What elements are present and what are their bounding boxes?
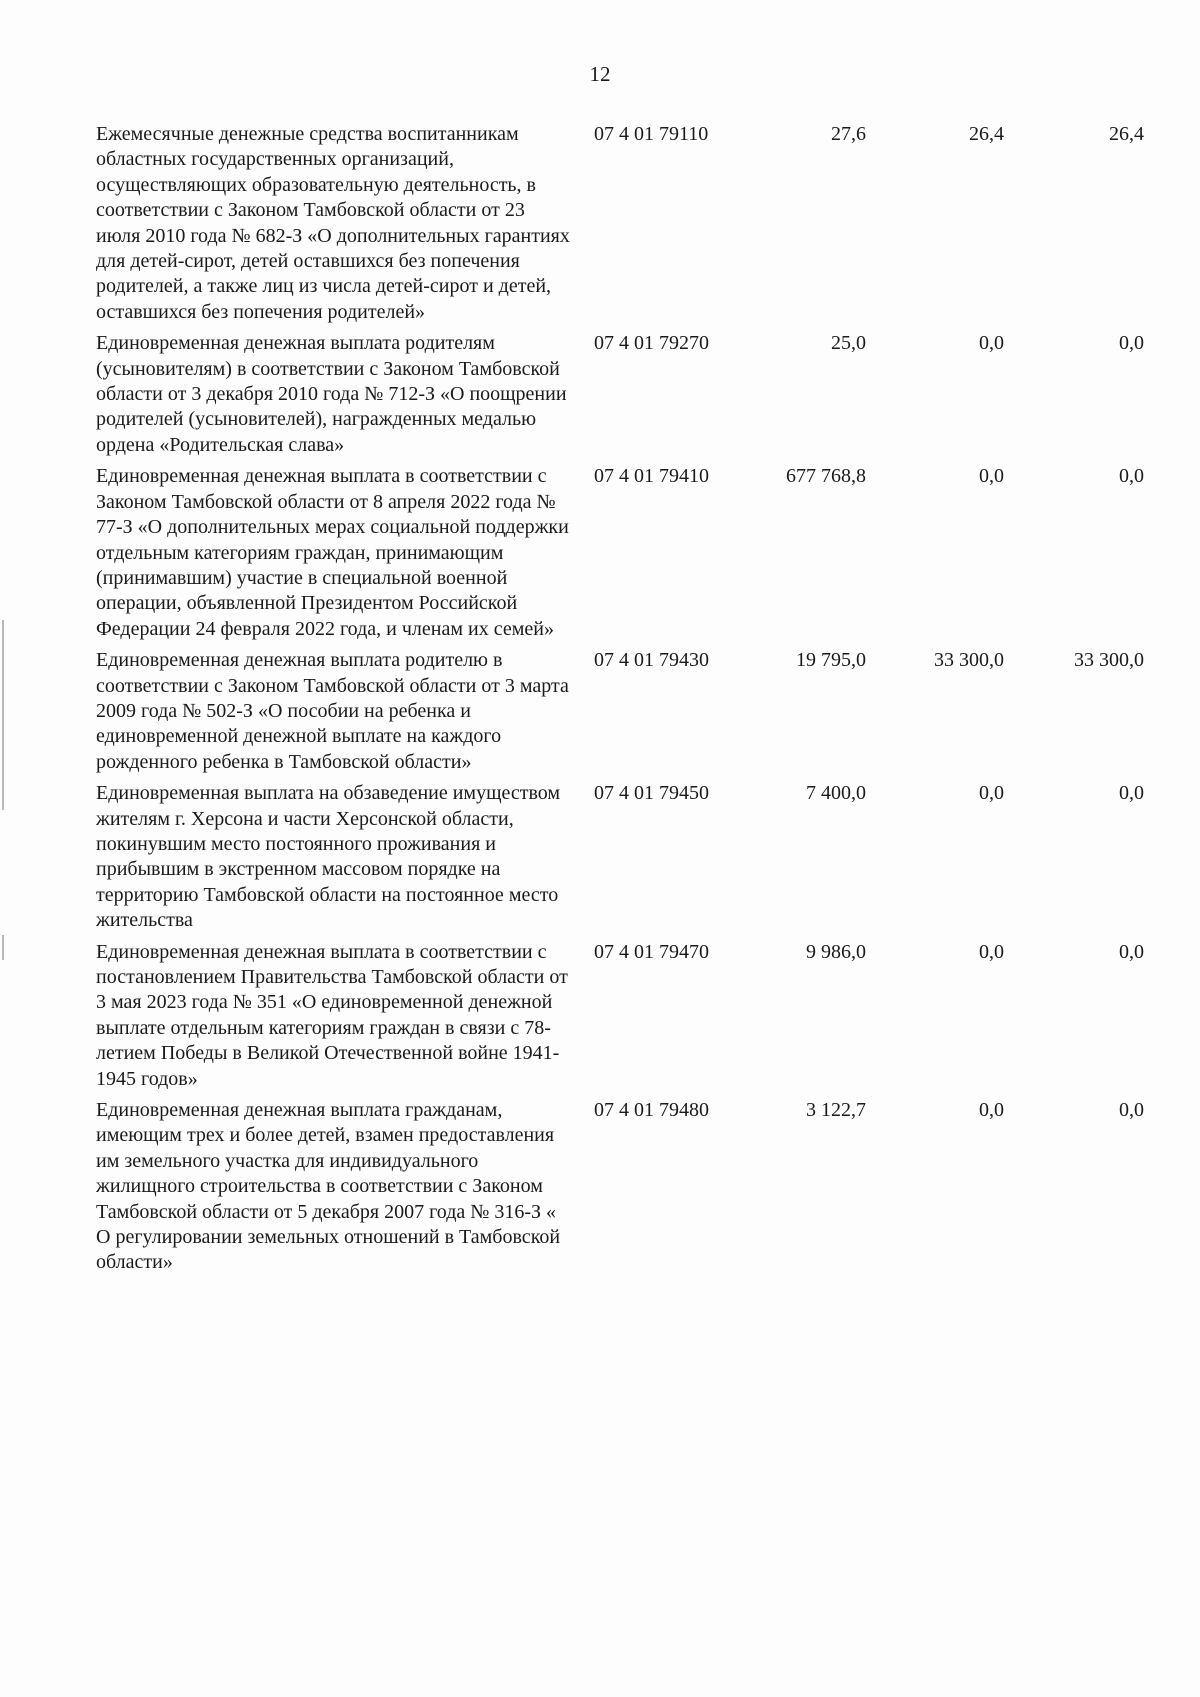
table-row (96, 331, 1176, 458)
table-row (96, 781, 1176, 933)
budget-table (96, 122, 1176, 1280)
row-value-1: 677 768,8 (786, 465, 866, 488)
row-value-3: 0,0 (1119, 332, 1144, 355)
row-code: 07 4 01 79410 (594, 465, 709, 488)
row-value-2: 33 300,0 (934, 649, 1004, 672)
row-code: 07 4 01 79480 (594, 1099, 709, 1122)
row-value-3: 0,0 (1119, 1099, 1144, 1122)
row-description: Ежемесячные денежные средства воспитанникам областных государственных организаций, осуществляющих образовательную деятельность, в соответствии с Законом Тамбовской области от 23 июля 2010 года № 682-З «О дополнительных гарантиях для детей-сирот, детей оставшихся без попечения родителей, а также лиц из числа детей-сирот и детей, оставшихся без попечения родителей» (96, 123, 570, 323)
row-value-2: 0,0 (979, 782, 1004, 805)
row-value-2: 26,4 (969, 123, 1004, 145)
row-description: Единовременная денежная выплата гражданам, имеющим трех и более детей, взамен предоставления им земельного участка для индивидуального жилищного строительства в соответствии с Законом Тамбовской области от 5 декабря 2007 года № 316-З « О регулировании земельных отношений в Тамбовской области» (96, 1099, 561, 1274)
row-value-3: 33 300,0 (1074, 649, 1144, 672)
row-value-3: 0,0 (1119, 465, 1144, 488)
row-value-1: 19 795,0 (796, 649, 866, 672)
row-value-2: 0,0 (979, 940, 1004, 963)
table-row (96, 940, 1176, 1092)
row-value-1: 27,6 (831, 123, 866, 145)
row-value-1: 25,0 (831, 332, 866, 355)
scan-artifact (2, 620, 4, 810)
row-description: Единовременная выплата на обзаведение имуществом жителям г. Херсона и части Херсонской области, покинувшим место постоянного проживания и прибывшим в экстренном массовом порядке на территорию Тамбовской области на постоянное место жительства (96, 782, 561, 932)
row-value-3: 26,4 (1109, 123, 1144, 145)
table-row (96, 464, 1176, 642)
row-description: Единовременная денежная выплата в соответствии с Законом Тамбовской области от 8 апреля 2022 года № 77-З «О дополнительных мерах социальной поддержки отдельным категориям граждан, принимающим (принимавшим) участие в специальной военной операции, объявленной Президентом Российской Федерации 24 февраля 2022 года, и членам их семей» (96, 465, 569, 640)
row-value-3: 0,0 (1119, 782, 1144, 805)
row-value-2: 0,0 (979, 332, 1004, 355)
table-row (96, 648, 1176, 775)
table-row (96, 1098, 1176, 1276)
row-description: Единовременная денежная выплата в соответствии с постановлением Правительства Тамбовской области от 3 мая 2023 года № 351 «О единовременной денежной выплате отдельным категориям граждан в связи с 78-летием Победы в Великой Отечественной войне 1941-1945 годов» (96, 940, 568, 1090)
page-number: 12 (589, 62, 611, 86)
scan-artifact (2, 935, 4, 960)
row-value-1: 9 986,0 (806, 940, 866, 963)
row-value-1: 3 122,7 (806, 1099, 866, 1122)
row-code: 07 4 01 79450 (594, 782, 709, 805)
row-code: 07 4 01 79470 (594, 940, 709, 963)
row-value-2: 0,0 (979, 1099, 1004, 1122)
row-value-3: 0,0 (1119, 940, 1144, 963)
row-code: 07 4 01 79430 (594, 649, 709, 672)
row-description: Единовременная денежная выплата родителю в соответствии с Законом Тамбовской области от 3 марта 2009 года № 502-З «О пособии на ребенка и единовременной денежной выплате на каждого рожденного ребенка в Тамбовской области» (96, 649, 569, 773)
row-description: Единовременная денежная выплата родителям (усыновителям) в соответствии с Законом Тамбовской области от 3 декабря 2010 года № 712-З «О поощрении родителей (усыновителей), награжденных медалью ордена «Родительская слава» (96, 332, 567, 456)
row-code: 07 4 01 79270 (594, 332, 709, 355)
row-code: 07 4 01 79110 (594, 123, 709, 145)
table-row (96, 122, 1176, 325)
row-value-2: 0,0 (979, 465, 1004, 488)
row-value-1: 7 400,0 (806, 782, 866, 805)
